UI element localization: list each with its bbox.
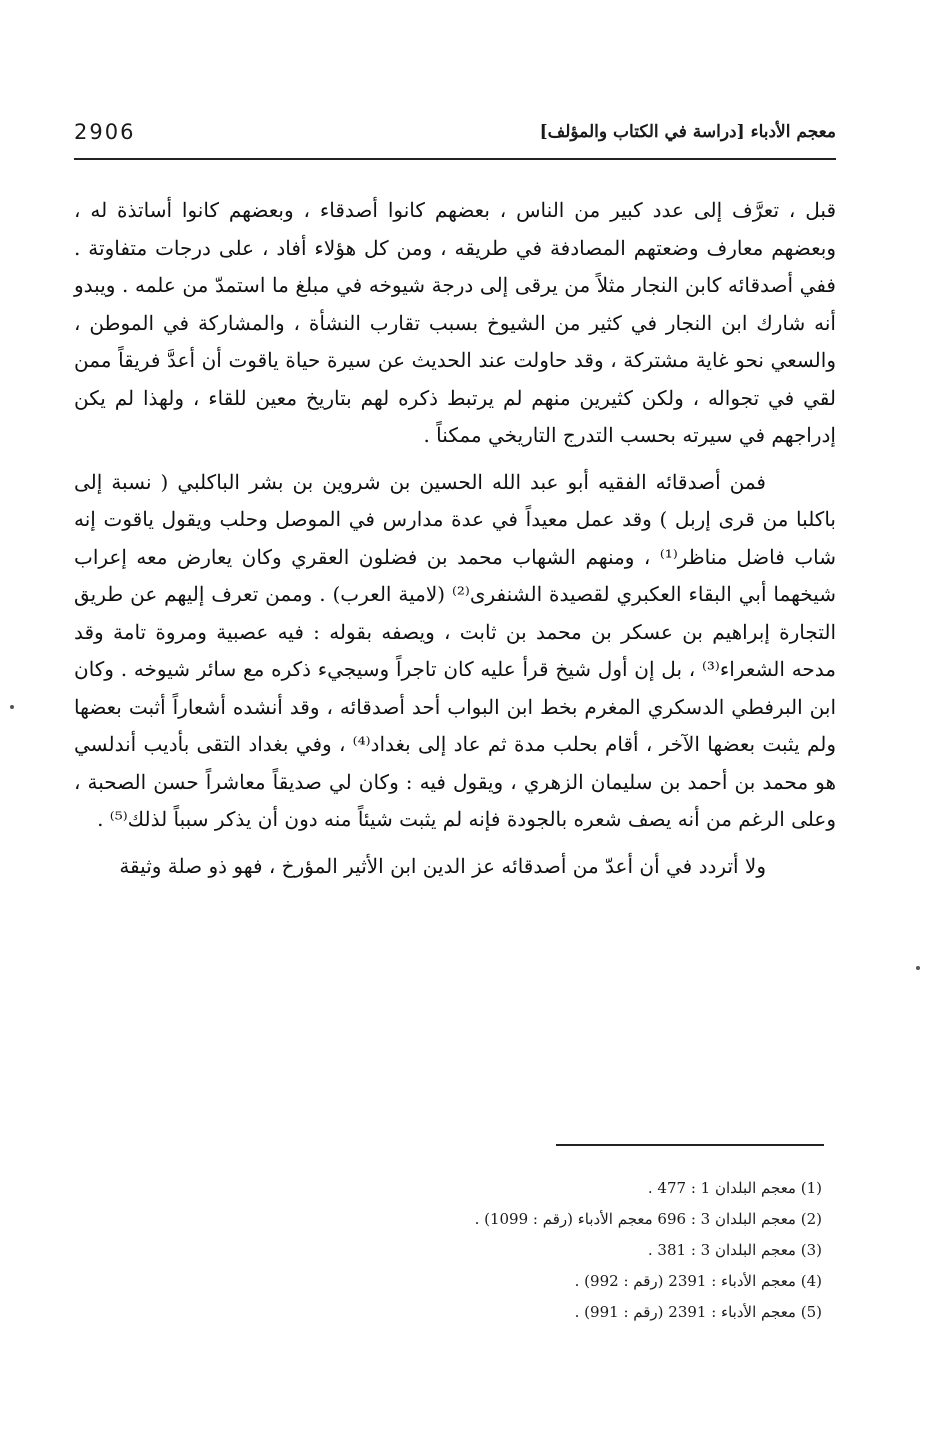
- paragraph-3: ولا أتردد في أن أعدّ من أصدقائه عز الدين ابن الأثير المؤرخ ، فهو ذو صلة وثيقة: [119, 853, 766, 878]
- page-number: 2906: [74, 120, 136, 144]
- page-header: [74, 118, 836, 156]
- footnote-3: (3) معجم البلدان 3 : 381 .: [647, 1241, 822, 1259]
- footnote-1: (1) معجم البلدان 1 : 477 .: [647, 1179, 822, 1197]
- header-rule: [74, 158, 836, 160]
- footnote-4: (4) معجم الأدباء : 2391 (رقم : 992) .: [574, 1272, 822, 1290]
- footnote-rule: [556, 1144, 824, 1146]
- paragraph-2: فمن أصدقائه الفقيه أبو عبد الله الحسين بن شروين بن بشر الباكلبي ( نسبة إلى باكلبا من قرى إربل ) وقد عمل معيداً في عدة مدارس في الموصل وحلب ويقول ياقوت إنه شاب فاضل مناظر⁽¹⁾ ، ومنهم الشهاب محمد بن فضلون العقري وكان يعارض معه إعراب شيخهما أبي البقاء العكبري لقصيدة الشنفرى⁽²⁾ (لامية العرب) . وممن تعرف إليهم عن طريق التجارة إبراهيم بن عسكر بن محمد بن ثابت ، ويصفه بقوله : فيه عصبية ومروة تامة وقد مدحه الشعراء⁽³⁾ ، بل إن أول شيخ قرأ عليه كان تاجراً وسيجيء ذكره مع سائر شيوخه . وكان ابن البرفطي الدسكري المغرم بخط ابن البواب أحد أصدقائه ، وقد أنشده أشعاراً أثبت بعضها ولم يثبت بعضها الآخر ، أقام بحلب مدة ثم عاد إلى بغداد⁽⁴⁾ ، وفي بغداد التقى بأديب أندلسي هو محمد بن أحمد بن سليمان الزهري ، ويقول فيه : وكان لي صديقاً معاشراً حسن الصحبة ، وعلى الرغم من أنه يصف شعره بالجودة فإنه لم يثبت شيئاً منه دون أن يذكر سبباً لذلك⁽⁵⁾ .: [74, 469, 837, 831]
- paragraph-1: قبل ، تعرَّف إلى عدد كبير من الناس ، بعضهم كانوا أصدقاء ، وبعضهم كانوا أساتذة له ، وبعضهم معارف وضعتهم المصادفة في طريقه ، ومن كل هؤلاء أفاد ، على درجات متفاوتة . ففي أصدقائه كابن النجار مثلاً من يرقى إلى درجة شيوخه في مبلغ ما استمدّ من علمه . ويبدو أنه شارك ابن النجار في كثير من الشيوخ بسبب تقارب النشأة ، والمشاركة في الموطن ، والسعي نحو غاية مشتركة ، وقد حاولت عند الحديث عن سيرة حياة ياقوت أن أعدَّ فريقاً ممن لقي في تجواله ، ولكن كثيرين منهم لم يرتبط ذكره لهم بتاريخ معين للقاء ، ولهذا لم يكن إدراجهم في سيرته بحسب التدرج التاريخي ممكناً .: [74, 198, 836, 447]
- footnote-5: (5) معجم الأدباء : 2391 (رقم : 991) .: [574, 1303, 822, 1321]
- body-text: [74, 192, 836, 885]
- footnotes: [300, 1173, 822, 1328]
- footnote-2: (2) معجم البلدان 3 : 696 معجم الأدباء (رقم : 1099) .: [474, 1210, 822, 1228]
- running-head: معجم الأدباء [دراسة في الكتاب والمؤلف]: [539, 122, 836, 142]
- scan-speck: [10, 705, 14, 709]
- scan-speck: [916, 966, 920, 970]
